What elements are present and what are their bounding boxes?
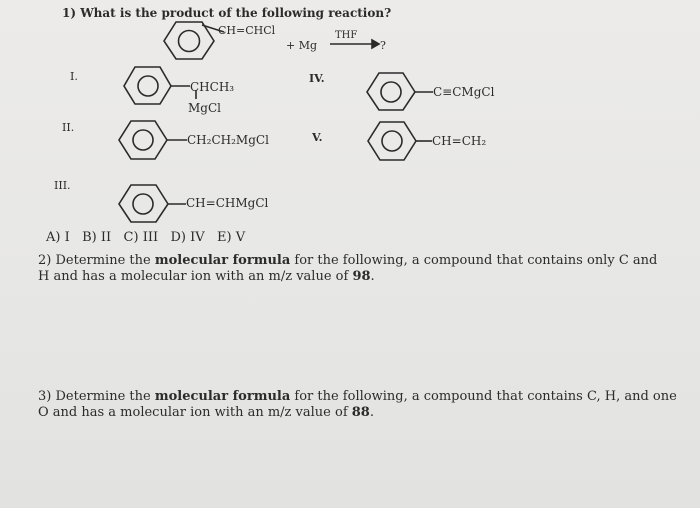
option-4-label: C≡CMgCl	[433, 85, 495, 99]
reaction-arrow	[330, 40, 379, 48]
option-3-ring	[119, 185, 186, 222]
product-placeholder: ?	[380, 39, 386, 52]
reactant-substituent: CH=CHCl	[218, 24, 276, 37]
question-2-emphasis: molecular formula	[154, 253, 291, 268]
option-3-label: CH=CHMgCl	[186, 196, 269, 210]
question-3-mz-value: 88	[351, 405, 370, 420]
question-3-emphasis: molecular formula	[154, 389, 291, 404]
option-5-label: CH=CH₂	[432, 134, 487, 148]
option-5-numeral: V.	[312, 131, 323, 144]
option-1-ring	[124, 67, 196, 104]
reagent-label: + Mg	[286, 39, 318, 52]
option-5-ring	[368, 122, 432, 160]
option-2-ring	[119, 121, 187, 159]
option-3-numeral: III.	[54, 179, 71, 192]
option-4-ring	[367, 73, 433, 110]
question-2-text: 2) Determine the molecular formula for the following, a compound that contains only C and H and has a molecular ion with an m/z value of 98.	[38, 253, 658, 284]
option-2-numeral: II.	[62, 121, 75, 134]
solvent-label: THF	[335, 30, 358, 41]
question-2-mz-value: 98	[352, 269, 371, 284]
question-1-prompt: 1) What is the product of the following reaction?	[62, 6, 392, 20]
option-4-numeral: IV.	[309, 72, 325, 85]
answer-choices: A) I B) II C) III D) IV E) V	[46, 230, 246, 245]
question-3-text: 3) Determine the molecular formula for the following, a compound that contains C, H, and one O and has a molecular ion with an m/z value of 88.	[38, 389, 677, 420]
option-2-label: CH₂CH₂MgCl	[187, 133, 269, 147]
option-1-label-top: CHCH₃	[190, 80, 235, 94]
option-1-numeral: I.	[70, 70, 78, 83]
option-1-label-bottom: MgCl	[188, 101, 221, 115]
reactant-benzene-ring	[164, 22, 224, 59]
